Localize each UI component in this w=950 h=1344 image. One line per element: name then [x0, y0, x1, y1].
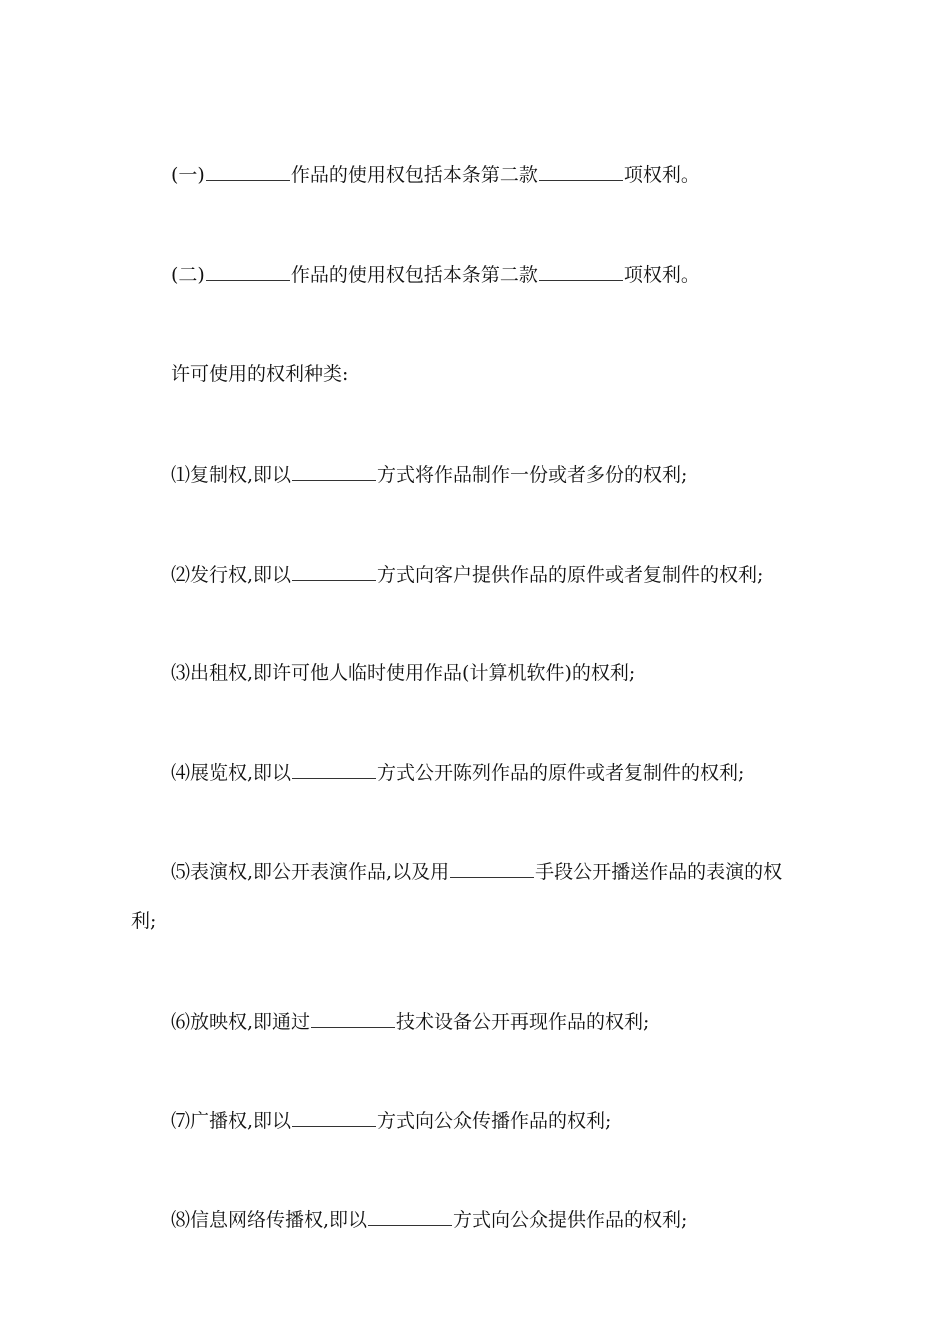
- text-segment: 方式公开陈列作品的原件或者复制件的权利;: [377, 762, 745, 784]
- text-segment: ⑻信息网络传播权,即以: [171, 1209, 368, 1231]
- text-segment: ⑶出租权,即许可他人临时使用作品(计算机软件)的权利;: [171, 662, 636, 684]
- text-segment: 方式将作品制作一份或者多份的权利;: [377, 464, 688, 486]
- text-segment: (一): [171, 164, 205, 186]
- paragraph-usage-right-1: [0, 162, 950, 187]
- text-segment: 作品的使用权包括本条第二款: [290, 164, 538, 186]
- text-segment: 手段公开播送作品的表演的权: [535, 861, 783, 883]
- text-segment: ⑹放映权,即通过: [171, 1011, 311, 1033]
- fill-in-blank[interactable]: [292, 1108, 376, 1127]
- list-item-screening-right: [0, 1009, 950, 1034]
- text-segment: 方式向公众传播作品的权利;: [377, 1110, 612, 1132]
- list-item-broadcasting-right: [0, 1108, 950, 1133]
- fill-in-blank[interactable]: [206, 262, 290, 281]
- text-segment: ⑷展览权,即以: [171, 762, 292, 784]
- text-segment: ⑴复制权,即以: [171, 464, 292, 486]
- text-segment: 作品的使用权包括本条第二款: [290, 264, 538, 286]
- list-item-performance-right-continuation: [0, 909, 950, 933]
- text-segment: ⑸表演权,即公开表演作品,以及用: [171, 861, 450, 883]
- paragraph-usage-right-2: [0, 262, 950, 287]
- list-item-reproduction-right: [0, 462, 950, 487]
- fill-in-blank[interactable]: [539, 162, 623, 181]
- heading-text: 许可使用的权利种类:: [171, 363, 349, 385]
- text-segment: 技术设备公开再现作品的权利;: [396, 1011, 650, 1033]
- fill-in-blank[interactable]: [292, 760, 376, 779]
- fill-in-blank[interactable]: [311, 1009, 395, 1028]
- list-item-network-dissemination-right: [0, 1207, 950, 1232]
- text-segment: 方式向客户提供作品的原件或者复制件的权利;: [377, 564, 764, 586]
- list-item-rental-right: [0, 661, 950, 685]
- text-segment: 利;: [131, 910, 157, 932]
- fill-in-blank[interactable]: [368, 1207, 452, 1226]
- fill-in-blank[interactable]: [206, 162, 290, 181]
- fill-in-blank[interactable]: [292, 562, 376, 581]
- text-segment: 项权利。: [623, 264, 700, 286]
- text-segment: ⑺广播权,即以: [171, 1110, 292, 1132]
- fill-in-blank[interactable]: [539, 262, 623, 281]
- fill-in-blank[interactable]: [450, 859, 534, 878]
- list-item-performance-right: [0, 859, 950, 884]
- list-item-distribution-right: [0, 562, 950, 587]
- text-segment: 项权利。: [623, 164, 700, 186]
- text-segment: ⑵发行权,即以: [171, 564, 292, 586]
- list-item-exhibition-right: [0, 760, 950, 785]
- section-heading-rights-types: [0, 362, 950, 386]
- fill-in-blank[interactable]: [292, 462, 376, 481]
- text-segment: 方式向公众提供作品的权利;: [453, 1209, 688, 1231]
- text-segment: (二): [171, 264, 205, 286]
